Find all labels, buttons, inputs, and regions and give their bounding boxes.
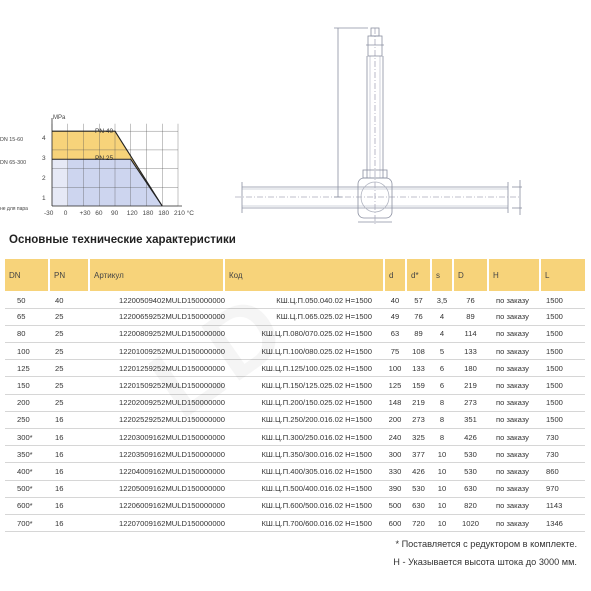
- chart-x-tick: 180: [142, 210, 154, 217]
- col-header-pn: PN: [49, 259, 89, 291]
- cell-d: 40: [384, 291, 406, 308]
- cell-code: КШ.Ц.П.250/200.016.02 H=1500: [224, 411, 384, 428]
- cell-d-star: 720: [406, 514, 431, 531]
- cell-article: 12201259252MULD150000000: [89, 360, 224, 377]
- cell-h: по заказу: [488, 411, 540, 428]
- cell-article: 12201509252MULD150000000: [89, 377, 224, 394]
- cell-pn: 25: [49, 343, 89, 360]
- cell-h: по заказу: [488, 429, 540, 446]
- col-header-D: D: [453, 259, 488, 291]
- cell-dn: 600*: [5, 497, 49, 514]
- table-row: [5, 411, 585, 428]
- cell-d: 100: [384, 360, 406, 377]
- note-height: H - Указывается высота штока до 3000 мм.: [393, 557, 577, 567]
- cell-l: 1500: [540, 360, 585, 377]
- cell-d-star: 630: [406, 497, 431, 514]
- cell-s: 10: [431, 514, 453, 531]
- cell-d-star: 159: [406, 377, 431, 394]
- cell-dn: 65: [5, 308, 49, 325]
- cell-pn: 16: [49, 480, 89, 497]
- cell-d-star: 219: [406, 394, 431, 411]
- col-header-s: s: [431, 259, 453, 291]
- chart-x-tick: 120: [126, 210, 138, 217]
- steam-region: [52, 159, 68, 206]
- cell-article: 12204009162MULD150000000: [89, 463, 224, 480]
- cell-dn: 700*: [5, 514, 49, 531]
- cell-pn: 16: [49, 463, 89, 480]
- cell-dn: 50: [5, 291, 49, 308]
- cell-s: 6: [431, 360, 453, 377]
- table-row: [5, 291, 585, 308]
- cell-s: 4: [431, 308, 453, 325]
- cell-dn: 300*: [5, 429, 49, 446]
- table-row: [5, 325, 585, 342]
- cell-s: 10: [431, 497, 453, 514]
- cell-article: 12203009162MULD150000000: [89, 429, 224, 446]
- cell-h: по заказу: [488, 325, 540, 342]
- cell-l: 730: [540, 446, 585, 463]
- cell-h: по заказу: [488, 463, 540, 480]
- ball-valve-drawing: [230, 10, 530, 235]
- chart-x-tick: 180: [158, 210, 170, 217]
- cell-article: 12202529252MULD150000000: [89, 411, 224, 428]
- cell-dn: 150: [5, 377, 49, 394]
- cell-code: КШ.Ц.П.150/125.025.02 H=1500: [224, 377, 384, 394]
- cell-code: КШ.Ц.П.065.025.02 H=1500: [224, 308, 384, 325]
- cell-l: 1500: [540, 308, 585, 325]
- cell-d-star: 325: [406, 429, 431, 446]
- cell-D: 1020: [453, 514, 488, 531]
- pressure-temperature-chart: [0, 108, 232, 220]
- cell-D: 180: [453, 360, 488, 377]
- cell-D: 89: [453, 308, 488, 325]
- table-row: [5, 377, 585, 394]
- col-header-d-star: d*: [406, 259, 431, 291]
- cell-code: КШ.Ц.П.500/400.016.02 H=1500: [224, 480, 384, 497]
- cell-h: по заказу: [488, 480, 540, 497]
- cell-code: КШ.Ц.П.050.040.02 H=1500: [224, 291, 384, 308]
- cell-h: по заказу: [488, 497, 540, 514]
- cell-D: 133: [453, 343, 488, 360]
- cell-pn: 25: [49, 360, 89, 377]
- cell-h: по заказу: [488, 360, 540, 377]
- cell-dn: 80: [5, 325, 49, 342]
- chart-steam-note: не для пара: [0, 206, 28, 212]
- cell-s: 10: [431, 463, 453, 480]
- cell-d: 75: [384, 343, 406, 360]
- cell-article: 12203509162MULD150000000: [89, 446, 224, 463]
- cell-d-star: 108: [406, 343, 431, 360]
- cell-article: 12200659252MULD150000000: [89, 308, 224, 325]
- table-header-row: [5, 259, 585, 291]
- cell-article: 12207009162MULD150000000: [89, 514, 224, 531]
- cell-h: по заказу: [488, 446, 540, 463]
- col-header-d: d: [384, 259, 406, 291]
- cell-dn: 200: [5, 394, 49, 411]
- cell-D: 530: [453, 463, 488, 480]
- cell-h: по заказу: [488, 343, 540, 360]
- cell-dn: 125: [5, 360, 49, 377]
- cell-pn: 25: [49, 308, 89, 325]
- chart-y-tick: 4: [42, 135, 46, 142]
- cell-pn: 16: [49, 429, 89, 446]
- table-row: [5, 446, 585, 463]
- table-row: [5, 360, 585, 377]
- chart-x-tick: +30: [79, 210, 91, 217]
- cell-d: 240: [384, 429, 406, 446]
- cell-s: 10: [431, 480, 453, 497]
- note-reducer: * Поставляется с редуктором в комплекте.: [395, 539, 577, 549]
- cell-d-star: 133: [406, 360, 431, 377]
- cell-dn: 350*: [5, 446, 49, 463]
- cell-d-star: 530: [406, 480, 431, 497]
- cell-s: 8: [431, 429, 453, 446]
- cell-d: 49: [384, 308, 406, 325]
- chart-x-tick: 60: [95, 210, 103, 217]
- cell-d: 600: [384, 514, 406, 531]
- chart-x-tick: 210 °C: [174, 210, 194, 217]
- pn40-label: PN 40: [95, 128, 114, 135]
- chart-y-unit: MPa: [53, 115, 66, 121]
- table-row: [5, 308, 585, 325]
- cell-s: 5: [431, 343, 453, 360]
- cell-D: 76: [453, 291, 488, 308]
- cell-h: по заказу: [488, 291, 540, 308]
- chart-x-tick: 90: [111, 210, 119, 217]
- cell-d-star: 377: [406, 446, 431, 463]
- cell-h: по заказу: [488, 308, 540, 325]
- cell-D: 426: [453, 429, 488, 446]
- cell-l: 1346: [540, 514, 585, 531]
- cell-l: 1500: [540, 411, 585, 428]
- cell-code: КШ.Ц.П.080/070.025.02 H=1500: [224, 325, 384, 342]
- table-row: [5, 429, 585, 446]
- cell-d-star: 89: [406, 325, 431, 342]
- cell-pn: 25: [49, 377, 89, 394]
- table-row: [5, 514, 585, 531]
- chart-dn-label-bottom: DN 65-300: [0, 160, 27, 166]
- cell-d-star: 426: [406, 463, 431, 480]
- cell-dn: 250: [5, 411, 49, 428]
- cell-pn: 25: [49, 325, 89, 342]
- cell-code: КШ.Ц.П.350/300.016.02 H=1500: [224, 446, 384, 463]
- cell-article: 12201009252MULD150000000: [89, 343, 224, 360]
- cell-l: 1500: [540, 325, 585, 342]
- cell-l: 1500: [540, 394, 585, 411]
- cell-D: 820: [453, 497, 488, 514]
- cell-d: 300: [384, 446, 406, 463]
- cell-code: КШ.Ц.П.200/150.025.02 H=1500: [224, 394, 384, 411]
- cell-pn: 25: [49, 394, 89, 411]
- table-row: [5, 394, 585, 411]
- cell-h: по заказу: [488, 377, 540, 394]
- cell-article: 12200509402MULD150000000: [89, 291, 224, 308]
- table-row: [5, 463, 585, 480]
- chart-y-tick: 2: [42, 175, 46, 182]
- cell-article: 12205009162MULD150000000: [89, 480, 224, 497]
- cell-d: 500: [384, 497, 406, 514]
- chart-y-tick: 3: [42, 155, 46, 162]
- col-header-dn: DN: [5, 259, 49, 291]
- cell-l: 860: [540, 463, 585, 480]
- cell-D: 273: [453, 394, 488, 411]
- cell-s: 4: [431, 325, 453, 342]
- cell-l: 1143: [540, 497, 585, 514]
- cell-pn: 40: [49, 291, 89, 308]
- section-title: Основные технические характеристики: [9, 234, 236, 246]
- chart-x-tick: -30: [44, 210, 54, 217]
- cell-code: КШ.Ц.П.125/100.025.02 H=1500: [224, 360, 384, 377]
- cell-code: КШ.Ц.П.400/305.016.02 H=1500: [224, 463, 384, 480]
- cell-l: 730: [540, 429, 585, 446]
- cell-pn: 16: [49, 514, 89, 531]
- cell-d-star: 273: [406, 411, 431, 428]
- cell-s: 6: [431, 377, 453, 394]
- cell-s: 10: [431, 446, 453, 463]
- cell-code: КШ.Ц.П.300/250.016.02 H=1500: [224, 429, 384, 446]
- cell-pn: 16: [49, 497, 89, 514]
- cell-D: 630: [453, 480, 488, 497]
- cell-d: 63: [384, 325, 406, 342]
- cell-pn: 16: [49, 446, 89, 463]
- cell-dn: 500*: [5, 480, 49, 497]
- table-row: [5, 480, 585, 497]
- cell-d: 390: [384, 480, 406, 497]
- cell-article: 12200809252MULD150000000: [89, 325, 224, 342]
- cell-code: КШ.Ц.П.600/500.016.02 H=1500: [224, 497, 384, 514]
- chart-dn-label-top: DN 15-60: [0, 137, 24, 143]
- cell-h: по заказу: [488, 394, 540, 411]
- col-header-l: L: [540, 259, 585, 291]
- cell-code: КШ.Ц.П.100/080.025.02 H=1500: [224, 343, 384, 360]
- cell-d: 125: [384, 377, 406, 394]
- col-header-h: H: [488, 259, 540, 291]
- cell-l: 970: [540, 480, 585, 497]
- cell-s: 8: [431, 411, 453, 428]
- cell-l: 1500: [540, 377, 585, 394]
- cell-D: 114: [453, 325, 488, 342]
- cell-d-star: 57: [406, 291, 431, 308]
- cell-dn: 400*: [5, 463, 49, 480]
- cell-article: 12202009252MULD150000000: [89, 394, 224, 411]
- cell-code: КШ.Ц.П.700/600.016.02 H=1500: [224, 514, 384, 531]
- col-header-article: Артикул: [89, 259, 224, 291]
- col-header-code: Код: [224, 259, 384, 291]
- cell-d: 200: [384, 411, 406, 428]
- cell-d-star: 76: [406, 308, 431, 325]
- cell-D: 219: [453, 377, 488, 394]
- cell-l: 1500: [540, 343, 585, 360]
- cell-D: 351: [453, 411, 488, 428]
- cell-d: 330: [384, 463, 406, 480]
- cell-h: по заказу: [488, 514, 540, 531]
- cell-d: 148: [384, 394, 406, 411]
- chart-y-tick: 1: [42, 195, 46, 202]
- table-row: [5, 343, 585, 360]
- cell-article: 12206009162MULD150000000: [89, 497, 224, 514]
- cell-s: 3,5: [431, 291, 453, 308]
- table-row: [5, 497, 585, 514]
- cell-s: 8: [431, 394, 453, 411]
- chart-x-tick: 0: [63, 210, 68, 217]
- spec-table: [5, 259, 585, 532]
- pn25-label: PN 25: [95, 155, 114, 162]
- cell-pn: 16: [49, 411, 89, 428]
- cell-l: 1500: [540, 291, 585, 308]
- cell-D: 530: [453, 446, 488, 463]
- cell-dn: 100: [5, 343, 49, 360]
